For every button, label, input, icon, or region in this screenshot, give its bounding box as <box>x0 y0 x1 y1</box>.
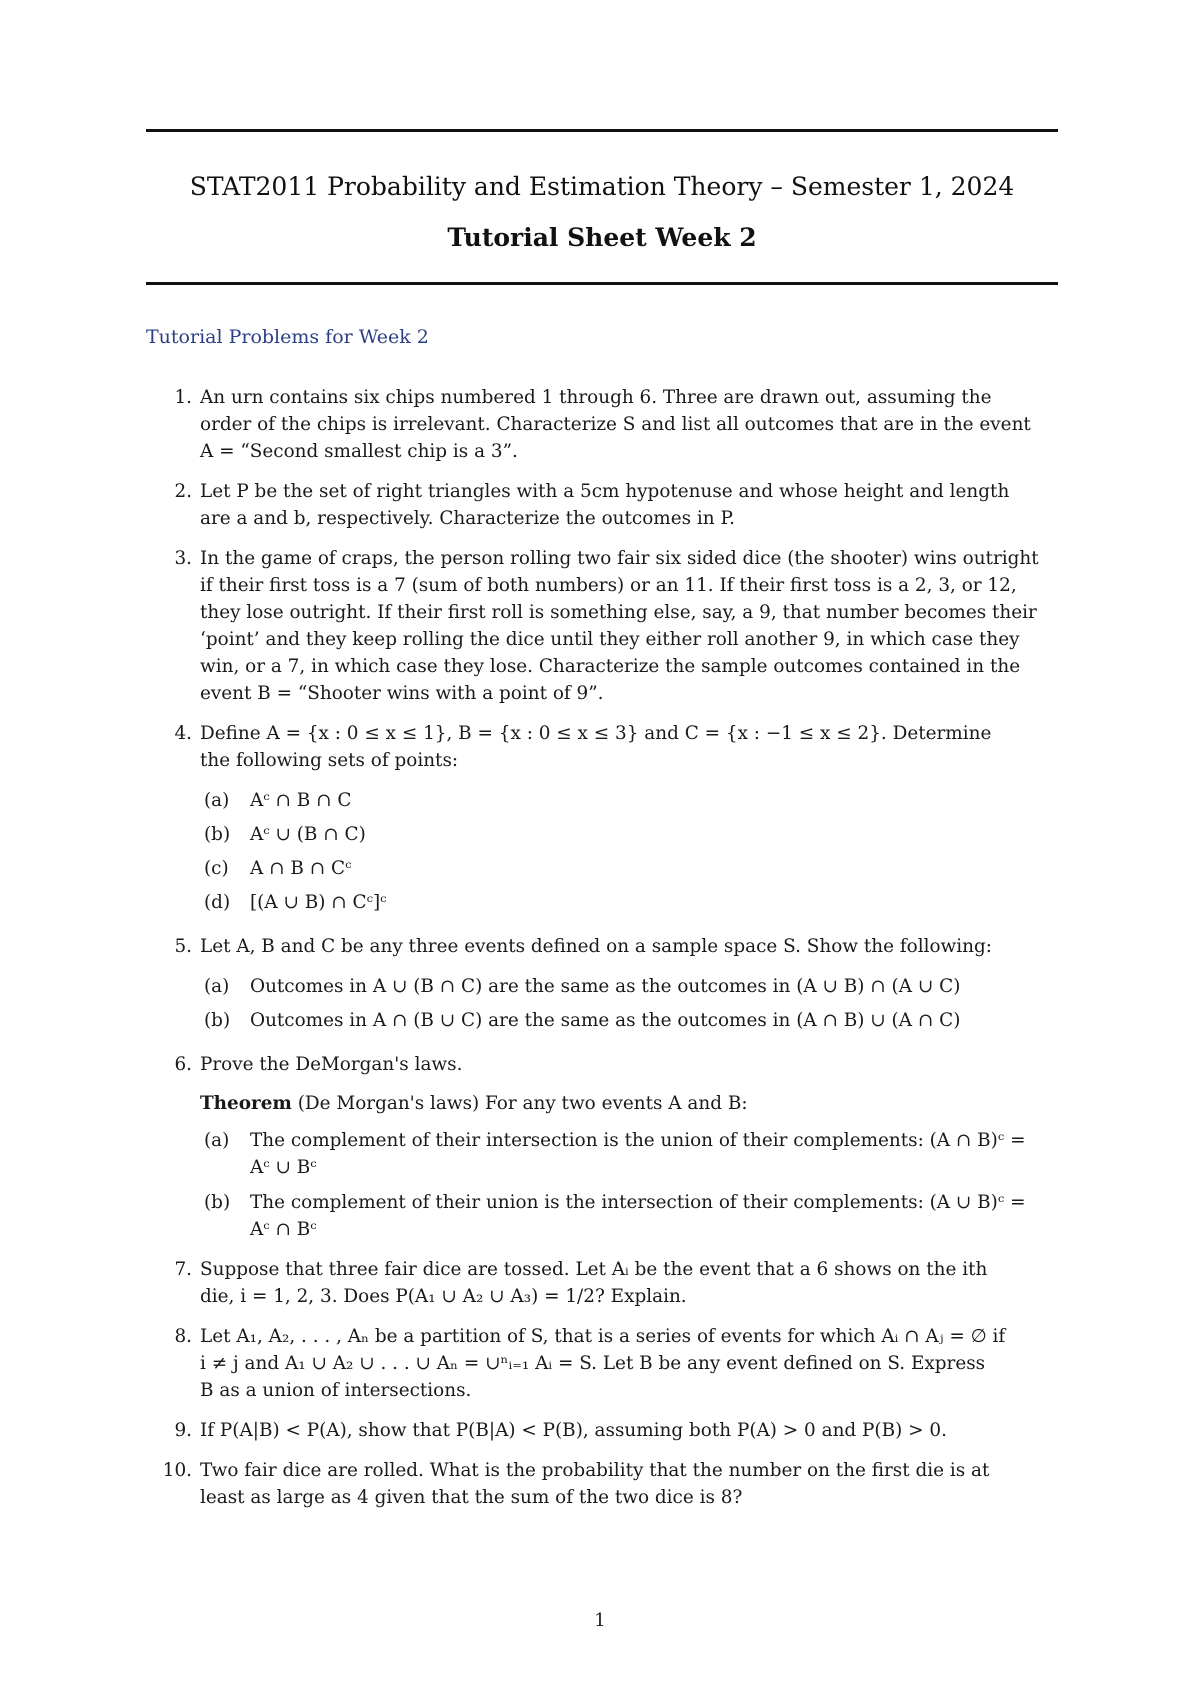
problem-text-line: A = “Second smallest chip is a 3”. <box>200 441 518 462</box>
problem-text-line: are a and b, respectively. Characterize the outcomes in P. <box>200 508 735 529</box>
problem-8 <box>146 1323 1058 1404</box>
problem-text-line: If P(A|B) < P(A), show that P(B|A) < P(B), assuming both P(A) > 0 and P(B) > 0. <box>200 1420 947 1441</box>
problem-number: 2. <box>174 481 192 502</box>
subpart <box>200 1127 1058 1181</box>
subpart-label: (a) <box>204 976 230 997</box>
subpart-list <box>200 784 1058 920</box>
subpart-text: Outcomes in A ∩ (B ∪ C) are the same as the outcomes in (A ∩ B) ∪ (A ∩ C) <box>250 1010 961 1031</box>
problem-text-line: order of the chips is irrelevant. Characterize S and list all outcomes that are in the event <box>200 414 1031 435</box>
page-number: 1 <box>594 1610 606 1631</box>
problem-text-line: Let P be the set of right triangles with a 5cm hypotenuse and whose height and length <box>200 481 1010 502</box>
problem-text-line: event B = “Shooter wins with a point of 9”. <box>200 683 604 704</box>
problem-2 <box>146 478 1058 532</box>
subpart-label: (a) <box>204 1130 230 1151</box>
problem-10 <box>146 1457 1058 1511</box>
problem-7 <box>146 1256 1058 1310</box>
problem-text-line: Let A₁, A₂, . . . , Aₙ be a partition of S, that is a series of events for which Aᵢ ∩ Aⱼ = ∅ if <box>200 1326 1006 1347</box>
course-title: STAT2011 Probability and Estimation Theory – Semester 1, 2024 <box>189 172 1015 201</box>
subpart-label: (c) <box>204 858 229 879</box>
problem-5 <box>146 933 1058 1038</box>
problem-number: 1. <box>174 387 192 408</box>
problem-number: 4. <box>174 723 192 744</box>
problem-1 <box>146 384 1058 465</box>
sheet-title: Tutorial Sheet Week 2 <box>447 223 757 252</box>
subpart <box>200 1189 1058 1243</box>
problem-number: 9. <box>174 1420 192 1441</box>
subpart-list <box>200 970 1058 1038</box>
subpart <box>200 1004 1058 1038</box>
problem-text-line: i ≠ j and A₁ ∪ A₂ ∪ . . . ∪ Aₙ = ∪ⁿᵢ₌₁ Aᵢ = S. Let B be any event defined on S. Express <box>200 1353 986 1374</box>
subpart <box>200 784 1058 818</box>
problem-text-line: if their first toss is a 7 (sum of both numbers) or an 11. If their first toss is a 2, 3, or 12, <box>200 575 1017 596</box>
subpart-label: (b) <box>204 824 231 845</box>
subpart-text: Outcomes in A ∪ (B ∩ C) are the same as the outcomes in (A ∪ B) ∩ (A ∪ C) <box>250 976 961 997</box>
subpart-text: [(A ∪ B) ∩ Cᶜ]ᶜ <box>250 892 387 913</box>
problem-number: 3. <box>174 548 192 569</box>
subpart <box>200 852 1058 886</box>
problem-6 <box>146 1051 1058 1243</box>
problem-text-line: the following sets of points: <box>200 750 459 771</box>
problem-text-line: Let A, B and C be any three events defined on a sample space S. Show the following: <box>200 936 992 957</box>
problem-text-line: Two fair dice are rolled. What is the probability that the number on the first die is at <box>200 1460 990 1481</box>
problem-text-line: An urn contains six chips numbered 1 through 6. Three are drawn out, assuming the <box>200 387 992 408</box>
problem-list <box>146 384 1058 1511</box>
problem-number: 5. <box>174 936 192 957</box>
problem-9 <box>146 1417 1058 1444</box>
problem-text-line: least as large as 4 given that the sum of the two dice is 8? <box>200 1487 743 1508</box>
subpart <box>200 886 1058 920</box>
problem-text-line: ‘point’ and they keep rolling the dice until they either roll another 9, in which case they <box>200 629 1020 650</box>
theorem-text: (De Morgan's laws) For any two events A and B: <box>297 1093 748 1114</box>
theorem-statement <box>200 1090 1058 1117</box>
section-heading: Tutorial Problems for Week 2 <box>146 326 429 348</box>
subpart-label: (d) <box>204 892 231 913</box>
subpart-text: Aᶜ ∪ (B ∩ C) <box>250 824 366 845</box>
problem-number: 6. <box>174 1054 192 1075</box>
bottom-rule <box>146 282 1058 285</box>
problem-text-line: they lose outright. If their first roll is something else, say, a 9, that number becomes their <box>200 602 1037 623</box>
problem-text-line: Define A = {x : 0 ≤ x ≤ 1}, B = {x : 0 ≤ x ≤ 3} and C = {x : −1 ≤ x ≤ 2}. Determine <box>200 723 992 744</box>
problem-text-line: In the game of craps, the person rolling two fair six sided dice (the shooter) wins outright <box>200 548 1039 569</box>
subpart-label: (b) <box>204 1192 231 1213</box>
subpart-text: Aᶜ ∪ Bᶜ <box>250 1157 317 1178</box>
subpart <box>200 818 1058 852</box>
problem-text-line: die, i = 1, 2, 3. Does P(A₁ ∪ A₂ ∪ A₃) = 1/2? Explain. <box>200 1286 687 1307</box>
subpart-text: The complement of their union is the intersection of their complements: (A ∪ B)ᶜ = <box>250 1192 1026 1213</box>
problem-number: 7. <box>174 1259 192 1280</box>
subpart-list <box>200 1127 1058 1243</box>
subpart-text: A ∩ B ∩ Cᶜ <box>250 858 352 879</box>
subpart <box>200 970 1058 1004</box>
problem-text-line: win, or a 7, in which case they lose. Characterize the sample outcomes contained in the <box>200 656 1021 677</box>
subpart-label: (a) <box>204 790 230 811</box>
problem-3 <box>146 545 1058 707</box>
problem-4 <box>146 720 1058 920</box>
problem-text-line: Prove the DeMorgan's laws. <box>200 1054 463 1075</box>
theorem-label: Theorem <box>200 1093 292 1114</box>
problem-text-line: B as a union of intersections. <box>200 1380 472 1401</box>
problem-number: 8. <box>174 1326 192 1347</box>
subpart-label: (b) <box>204 1010 231 1031</box>
subpart-text: Aᶜ ∩ Bᶜ <box>250 1219 317 1240</box>
top-rule <box>146 129 1058 132</box>
problem-text-line: Suppose that three fair dice are tossed. Let Aᵢ be the event that a 6 shows on the ith <box>200 1259 988 1280</box>
subpart-text: The complement of their intersection is the union of their complements: (A ∩ B)ᶜ = <box>250 1130 1026 1151</box>
subpart-text: Aᶜ ∩ B ∩ C <box>250 790 352 811</box>
problem-number: 10. <box>162 1460 192 1481</box>
